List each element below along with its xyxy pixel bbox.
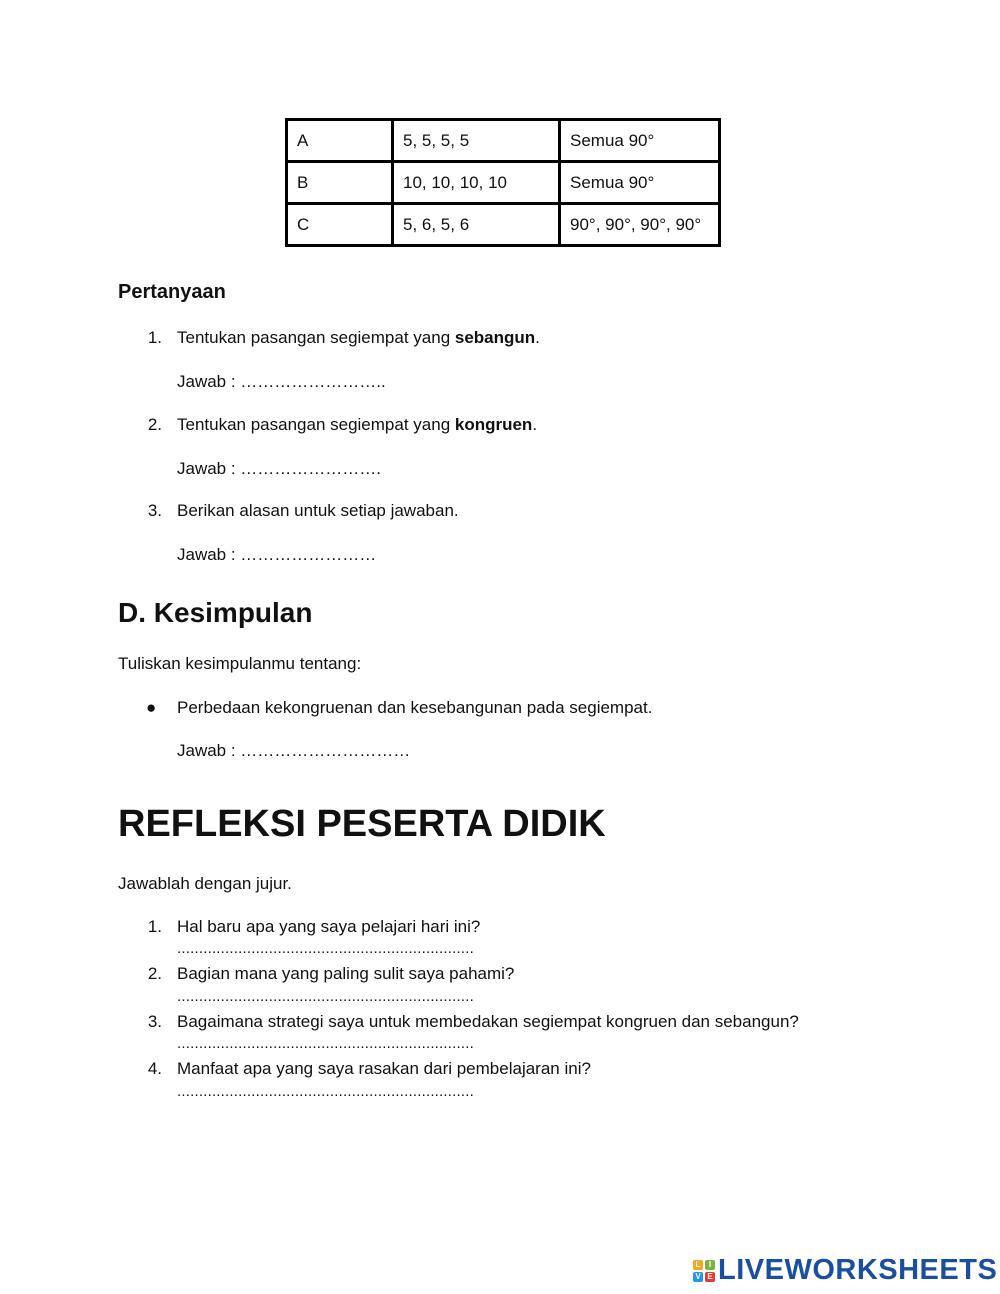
question-text: Tentukan pasangan segiempat yang sebangun. [177, 328, 540, 347]
table-cell: 10, 10, 10, 10 [393, 162, 560, 204]
answer-field[interactable]: .................................................................... [177, 940, 474, 957]
logo-tile: E [705, 1272, 715, 1282]
table-row [287, 162, 720, 204]
list-number: 4. [147, 1059, 162, 1078]
table-cell: 5, 6, 5, 6 [393, 204, 560, 246]
section-heading-pertanyaan: Pertanyaan [118, 281, 226, 303]
logo-tile: L [693, 1260, 703, 1270]
answer-field[interactable]: Jawab : ………………………… [177, 741, 411, 760]
list-number: 1. [147, 917, 162, 936]
table-cell: A [287, 120, 393, 162]
question-text: Berikan alasan untuk setiap jawaban. [177, 501, 459, 520]
table-cell: Semua 90° [560, 120, 720, 162]
liveworksheets-logo [693, 1254, 997, 1287]
logo-icon [693, 1260, 715, 1282]
shape-table [285, 118, 721, 247]
reflection-question: Hal baru apa yang saya pelajari hari ini? [177, 917, 481, 936]
answer-field[interactable]: Jawab : …………………… [177, 545, 377, 564]
list-number: 3. [147, 501, 162, 520]
logo-tile: V [693, 1272, 703, 1282]
answer-field[interactable]: Jawab : ……………………. [177, 459, 382, 478]
table-cell: 5, 5, 5, 5 [393, 120, 560, 162]
answer-field[interactable]: .................................................................... [177, 1035, 474, 1052]
answer-field[interactable]: .................................................................... [177, 1083, 474, 1100]
list-number: 2. [147, 415, 162, 434]
logo-tile: I [705, 1260, 715, 1270]
page-title-refleksi: REFLEKSI PESERTA DIDIK [118, 803, 606, 845]
reflection-question: Manfaat apa yang saya rasakan dari pembelajaran ini? [177, 1059, 591, 1078]
refleksi-intro: Jawablah dengan jujur. [118, 874, 292, 893]
table-cell: Semua 90° [560, 162, 720, 204]
reflection-question: Bagian mana yang paling sulit saya pahami? [177, 964, 515, 983]
list-number: 2. [147, 964, 162, 983]
table-cell: B [287, 162, 393, 204]
answer-field[interactable]: Jawab : …………………….. [177, 372, 386, 391]
table-cell: 90°, 90°, 90°, 90° [560, 204, 720, 246]
table-row [287, 204, 720, 246]
bullet-icon: ● [146, 698, 157, 717]
section-heading-kesimpulan: D. Kesimpulan [118, 597, 313, 628]
table-row [287, 120, 720, 162]
answer-field[interactable]: .................................................................... [177, 988, 474, 1005]
logo-text: LIVEWORKSHEETS [718, 1254, 998, 1286]
question-text: Tentukan pasangan segiempat yang kongruen. [177, 415, 538, 434]
list-number: 3. [147, 1012, 162, 1031]
list-number: 1. [147, 328, 162, 347]
table-cell: C [287, 204, 393, 246]
reflection-question: Bagaimana strategi saya untuk membedakan segiempat kongruen dan sebangun? [177, 1012, 799, 1031]
kesimpulan-intro: Tuliskan kesimpulanmu tentang: [118, 654, 362, 673]
kesimpulan-item: Perbedaan kekongruenan dan kesebangunan pada segiempat. [177, 698, 653, 717]
